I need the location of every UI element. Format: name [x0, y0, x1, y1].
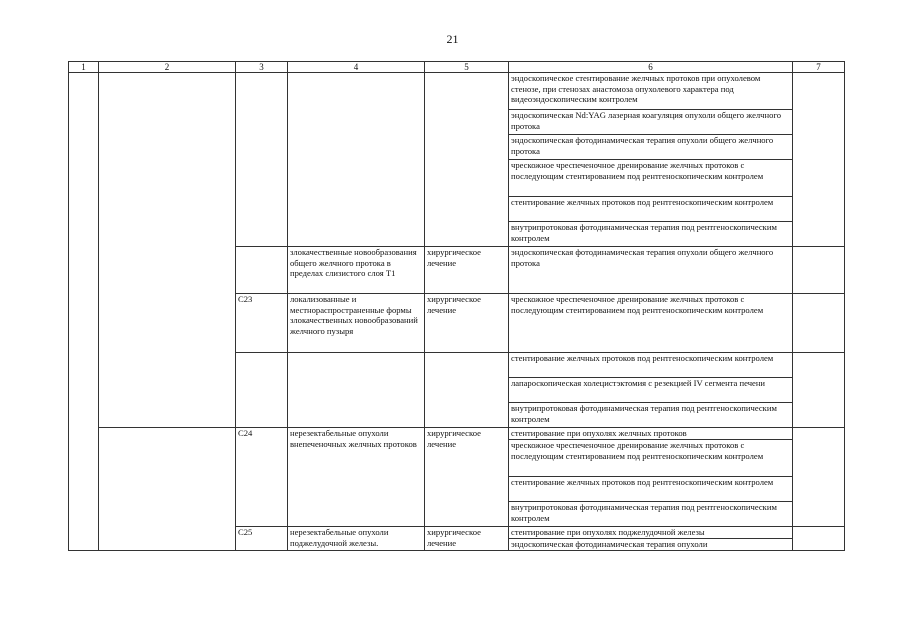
col7-cell: [793, 428, 845, 527]
treatment-type-cell: хирургическое лечение: [425, 527, 509, 551]
treatment-type-cell: [425, 73, 509, 247]
header-cell-3: 3: [236, 62, 288, 73]
header-cell-7: 7: [793, 62, 845, 73]
col7-cell: [793, 247, 845, 294]
method-cell: стентирование желчных протоков под рентгеноскопическим контролем: [509, 197, 793, 222]
header-cell-6: 6: [509, 62, 793, 73]
method-cell: эндоскопическая фотодинамическая терапия опухоли общего желчного протока: [509, 135, 793, 160]
diagnosis-cell: злокачественные новообразования общего желчного протока в пределах слизистого слоя T1: [288, 247, 425, 294]
col1-cell: [69, 73, 99, 551]
mkb-code-cell: C25: [236, 527, 288, 551]
method-cell: стентирование при опухолях желчных протоков: [509, 428, 793, 440]
diagnosis-cell: нерезектабельные опухоли поджелудочной железы.: [288, 527, 425, 551]
diagnosis-cell: нерезектабельные опухоли внепеченочных желчных протоков: [288, 428, 425, 527]
table-row: [69, 428, 845, 440]
col2-cell: [99, 428, 236, 551]
diagnosis-cell: [288, 73, 425, 247]
method-cell: внутрипротоковая фотодинамическая терапия под рентгеноскопическим контролем: [509, 502, 793, 527]
diagnosis-cell: [288, 353, 425, 428]
method-cell: внутрипротоковая фотодинамическая терапия под рентгеноскопическим контролем: [509, 222, 793, 247]
method-cell: стентирование желчных протоков под рентгеноскопическим контролем: [509, 477, 793, 502]
method-cell: эндоскопическая фотодинамическая терапия опухоли общего желчного протока: [509, 247, 793, 294]
header-row: [69, 62, 845, 73]
col7-cell: [793, 294, 845, 353]
diagnosis-cell: локализованные и местнораспространенные формы злокачественных новообразований желчного пузыря: [288, 294, 425, 353]
col7-cell: [793, 73, 845, 247]
method-cell: эндоскопическая фотодинамическая терапия опухоли: [509, 539, 793, 551]
mkb-code-cell: [236, 73, 288, 247]
method-cell: эндоскопическое стентирование желчных протоков при опухолевом стенозе, при стенозах анастомоза опухолевого характера под видеоэндоскопическим контролем: [509, 73, 793, 110]
treatment-type-cell: хирургическое лечение: [425, 294, 509, 353]
method-cell: стентирование желчных протоков под рентгеноскопическим контролем: [509, 353, 793, 378]
table-row: [69, 73, 845, 110]
col7-cell: [793, 353, 845, 428]
method-cell: чрескожное чреспеченочное дренирование желчных протоков с последующим стентированием под рентгеноскопическим контролем: [509, 160, 793, 197]
mkb-code-cell: [236, 247, 288, 294]
mkb-code-cell: [236, 353, 288, 428]
col7-cell: [793, 527, 845, 551]
method-cell: внутрипротоковая фотодинамическая терапия под рентгеноскопическим контролем: [509, 403, 793, 428]
mkb-code-cell: C24: [236, 428, 288, 527]
procedures-table: [68, 61, 845, 551]
header-cell-2: 2: [99, 62, 236, 73]
treatment-type-cell: хирургическое лечение: [425, 428, 509, 527]
method-cell: чрескожное чреспеченочное дренирование желчных протоков с последующим стентированием под рентгеноскопическим контролем: [509, 440, 793, 477]
header-cell-1: 1: [69, 62, 99, 73]
treatment-type-cell: хирургическое лечение: [425, 247, 509, 294]
mkb-code-cell: C23: [236, 294, 288, 353]
page-number: 21: [446, 32, 459, 46]
method-cell: эндоскопическая Nd:YAG лазерная коагуляция опухоли общего желчного протока: [509, 110, 793, 135]
header-cell-4: 4: [288, 62, 425, 73]
method-cell: стентирование при опухолях поджелудочной железы: [509, 527, 793, 539]
treatment-type-cell: [425, 353, 509, 428]
method-cell: чрескожное чреспеченочное дренирование желчных протоков с последующим стентированием под рентгеноскопическим контролем: [509, 294, 793, 353]
header-cell-5: 5: [425, 62, 509, 73]
method-cell: лапароскопическая холецистэктомия с резекцией IV сегмента печени: [509, 378, 793, 403]
col2-cell: [99, 73, 236, 428]
